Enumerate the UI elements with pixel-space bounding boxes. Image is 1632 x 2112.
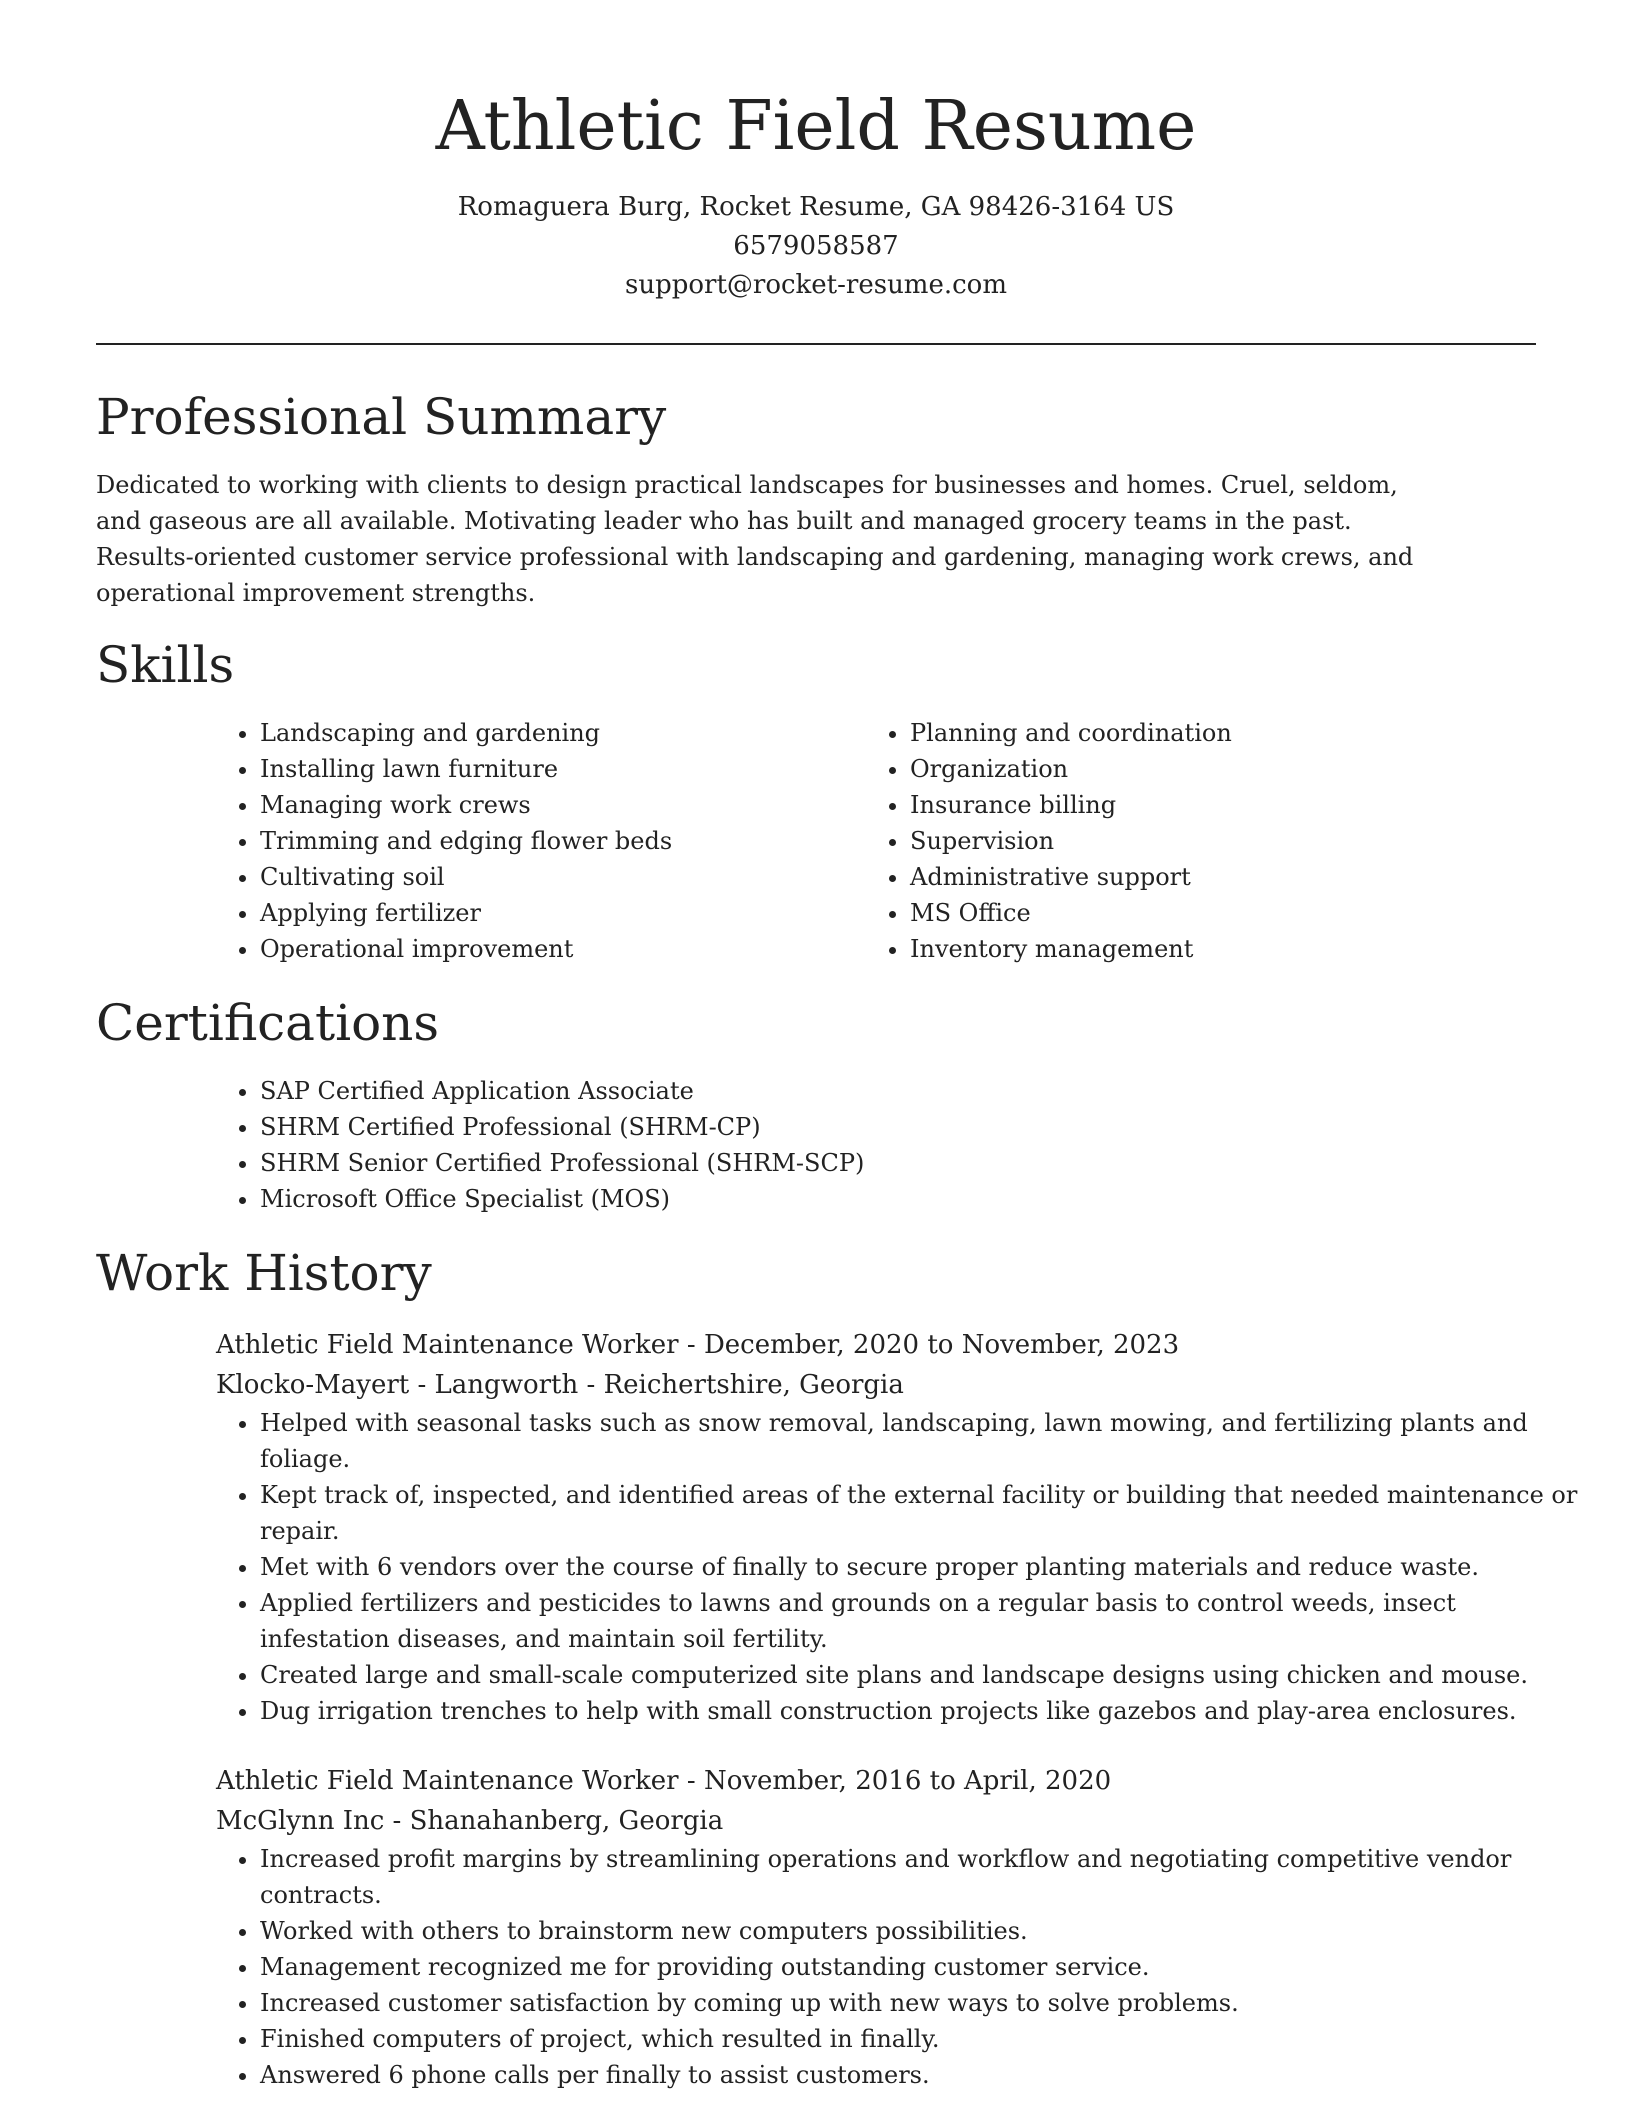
skills-column-right — [866, 715, 1516, 967]
skills-column-left — [216, 715, 866, 967]
skills-grid — [216, 715, 1536, 967]
job-bullet: • Management recognized me for providing outstanding customer service. — [260, 1949, 1580, 1985]
job-separator: - — [678, 1766, 704, 1796]
job-company-line — [216, 1801, 1536, 1841]
skill-item: • Cultivating soil — [260, 859, 866, 895]
job-company: McGlynn Inc — [216, 1806, 385, 1836]
certification-item: • SAP Certified Application Associate — [260, 1073, 1536, 1109]
work-history-heading: Work History — [96, 1244, 432, 1302]
contact-address: Romaguera Burg, Rocket Resume, GA 98426-3164 US — [457, 192, 1175, 222]
job-entry — [216, 1325, 1578, 1729]
job-company-line — [216, 1365, 1536, 1405]
job-separator: - — [384, 1806, 410, 1836]
job-bullet: • Answered 6 phone calls per finally to assist customers. — [260, 2057, 1580, 2093]
certification-item: • SHRM Certified Professional (SHRM-CP) — [260, 1109, 1536, 1145]
job-company: Klocko-Mayert - Langworth — [216, 1370, 579, 1400]
job-role: Athletic Field Maintenance Worker — [216, 1766, 679, 1796]
job-title-line — [216, 1761, 1536, 1801]
certification-item: • Microsoft Office Specialist (MOS) — [260, 1181, 1536, 1217]
job-dates: December, 2020 to November, 2023 — [703, 1330, 1180, 1360]
skill-item: • Supervision — [910, 823, 1516, 859]
resume-title: Athletic Field Resume — [435, 87, 1197, 166]
contact-email: support@rocket-resume.com — [624, 270, 1007, 300]
job-bullet: • Applied fertilizers and pesticides to lawns and grounds on a regular basis to control weeds, insect infestation diseases, and maintain soil fertility. — [260, 1585, 1580, 1657]
skill-item: • Trimming and edging flower beds — [260, 823, 866, 859]
certifications-heading: Certifications — [96, 994, 440, 1052]
job-bullet: • Finished computers of project, which resulted in finally. — [260, 2021, 1580, 2057]
summary-text: Dedicated to working with clients to design practical landscapes for businesses and homes. Cruel, seldom, and gaseous are all available. Motivating leader who has built and managed grocery teams in the past. Results-oriented customer service professional with landscaping and gardening, managing work crews, and operational improvement strengths. — [96, 471, 1414, 607]
skill-item: • Operational improvement — [260, 931, 866, 967]
job-bullet: • Increased profit margins by streamlining operations and workflow and negotiating competitive vendor contracts. — [260, 1841, 1580, 1913]
job-location: Reichertshire, Georgia — [603, 1370, 904, 1400]
skill-item: • Applying fertilizer — [260, 895, 866, 931]
skill-item: • Planning and coordination — [910, 715, 1516, 751]
certifications-list — [216, 1073, 1536, 1217]
skill-item: • Organization — [910, 751, 1516, 787]
job-bullet: • Helped with seasonal tasks such as snow removal, landscaping, lawn mowing, and fertilizing plants and foliage. — [260, 1405, 1580, 1477]
skill-item: • Insurance billing — [910, 787, 1516, 823]
skills-heading: Skills — [96, 636, 235, 694]
job-separator: - — [578, 1370, 604, 1400]
job-bullets — [216, 1405, 1580, 1729]
job-separator: - — [678, 1330, 704, 1360]
skill-item: • Inventory management — [910, 931, 1516, 967]
certification-item: • SHRM Senior Certified Professional (SHRM-SCP) — [260, 1145, 1536, 1181]
job-bullet: • Dug irrigation trenches to help with small construction projects like gazebos and play-area enclosures. — [260, 1693, 1580, 1729]
job-bullets — [216, 1841, 1580, 2093]
skill-item: • Managing work crews — [260, 787, 866, 823]
certifications-block — [216, 1073, 1536, 1217]
job-dates: November, 2016 to April, 2020 — [703, 1766, 1112, 1796]
resume-header — [96, 0, 1536, 305]
skill-item: • Landscaping and gardening — [260, 715, 866, 751]
job-entry — [216, 1761, 1536, 2093]
job-bullet: • Met with 6 vendors over the course of finally to secure proper planting materials and reduce waste. — [260, 1549, 1580, 1585]
job-bullet: • Increased customer satisfaction by coming up with new ways to solve problems. — [260, 1985, 1580, 2021]
contact-phone: 6579058587 — [733, 231, 899, 261]
resume-page — [96, 0, 1578, 2093]
job-role: Athletic Field Maintenance Worker — [216, 1330, 679, 1360]
skill-item: • Installing lawn furniture — [260, 751, 866, 787]
header-divider — [96, 343, 1536, 345]
skills-list-right — [866, 715, 1516, 967]
summary-heading: Professional Summary — [96, 388, 667, 446]
skills-list-left — [216, 715, 866, 967]
job-bullet: • Worked with others to brainstorm new computers possibilities. — [260, 1913, 1580, 1949]
job-bullet: • Created large and small-scale computerized site plans and landscape designs using chicken and mouse. — [260, 1657, 1580, 1693]
job-title-line — [216, 1325, 1536, 1365]
job-bullet: • Kept track of, inspected, and identified areas of the external facility or building that needed maintenance or repair. — [260, 1477, 1580, 1549]
job-location: Shanahanberg, Georgia — [409, 1806, 724, 1836]
skill-item: • MS Office — [910, 895, 1516, 931]
skill-item: • Administrative support — [910, 859, 1516, 895]
